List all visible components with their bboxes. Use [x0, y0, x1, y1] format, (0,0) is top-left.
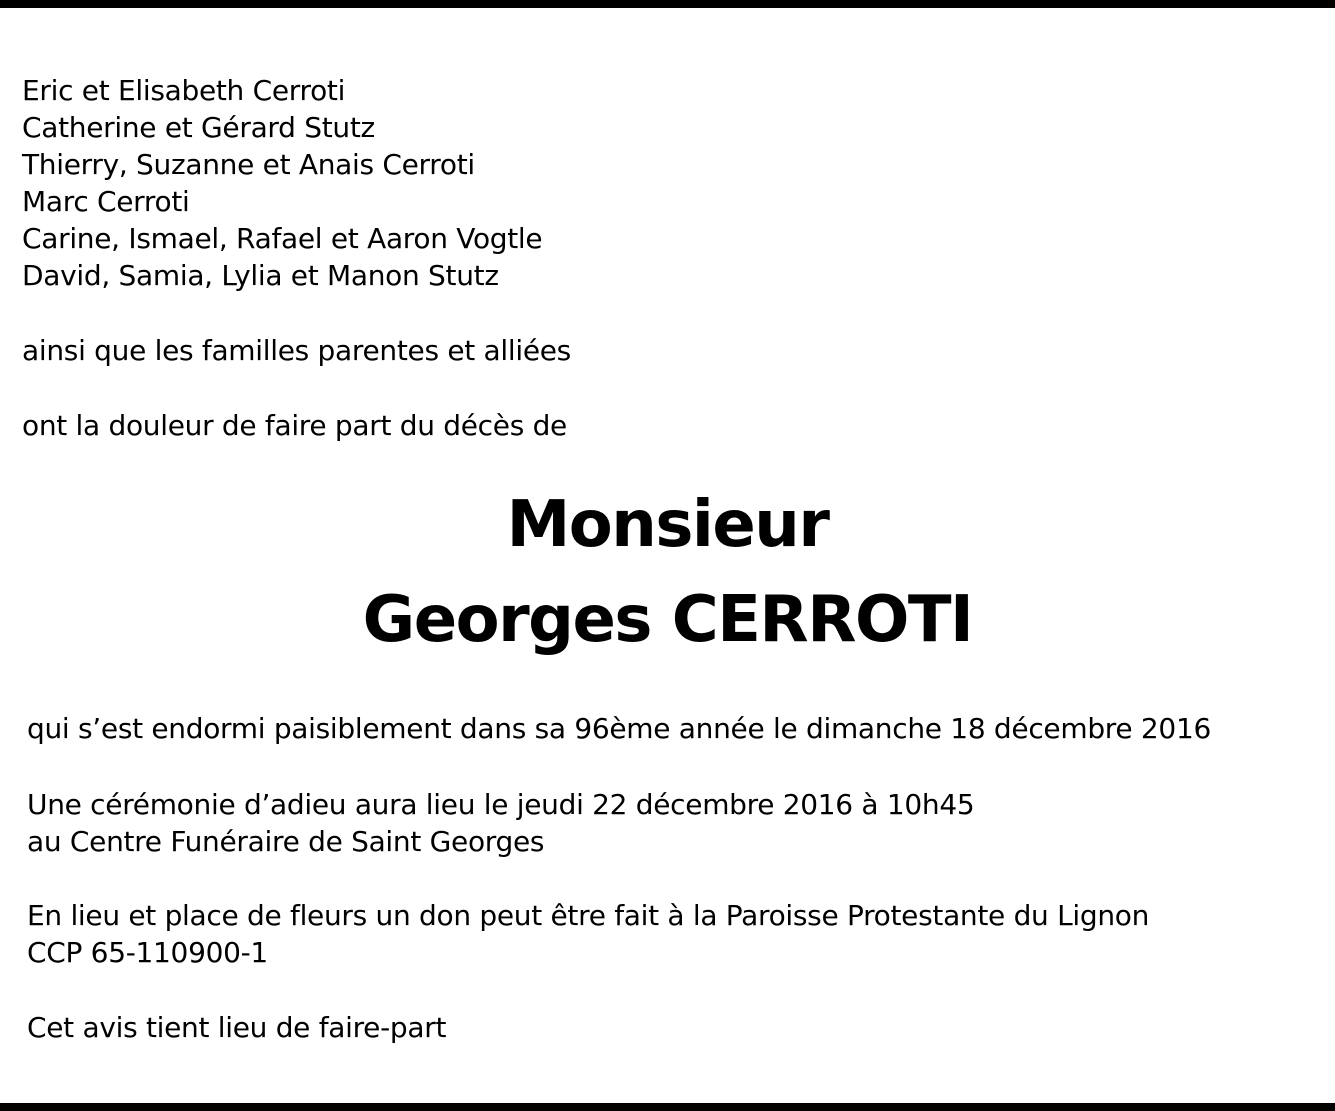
deceased-name: Georges CERROTI	[362, 583, 973, 657]
family-member-line: Catherine et Gérard Stutz	[22, 111, 375, 144]
ceremony-date-text: Une cérémonie d’adieu aura lieu le jeudi 22 décembre 2016 à 10h45	[27, 788, 975, 821]
bottom-border-rule	[0, 1103, 1335, 1111]
closing-text: Cet avis tient lieu de faire-part	[27, 1011, 447, 1044]
announcement-text: ont la douleur de faire part du décès de	[22, 409, 567, 442]
deceased-title: Monsieur	[506, 488, 829, 562]
allied-families-text: ainsi que les familles parentes et alliées	[22, 334, 571, 367]
family-member-line: David, Samia, Lylia et Manon Stutz	[22, 259, 499, 292]
family-member-line: Marc Cerroti	[22, 185, 190, 218]
donation-account-text: CCP 65-110900-1	[27, 936, 268, 969]
passing-text: qui s’est endormi paisiblement dans sa 96ème année le dimanche 18 décembre 2016	[27, 712, 1211, 745]
top-border-rule	[0, 0, 1335, 8]
family-member-line: Carine, Ismael, Rafael et Aaron Vogtle	[22, 222, 543, 255]
ceremony-location-text: au Centre Funéraire de Saint Georges	[27, 825, 545, 858]
family-member-line: Eric et Elisabeth Cerroti	[22, 74, 346, 107]
family-member-line: Thierry, Suzanne et Anais Cerroti	[22, 148, 475, 181]
donation-text: En lieu et place de fleurs un don peut être fait à la Paroisse Protestante du Lignon	[27, 899, 1150, 932]
